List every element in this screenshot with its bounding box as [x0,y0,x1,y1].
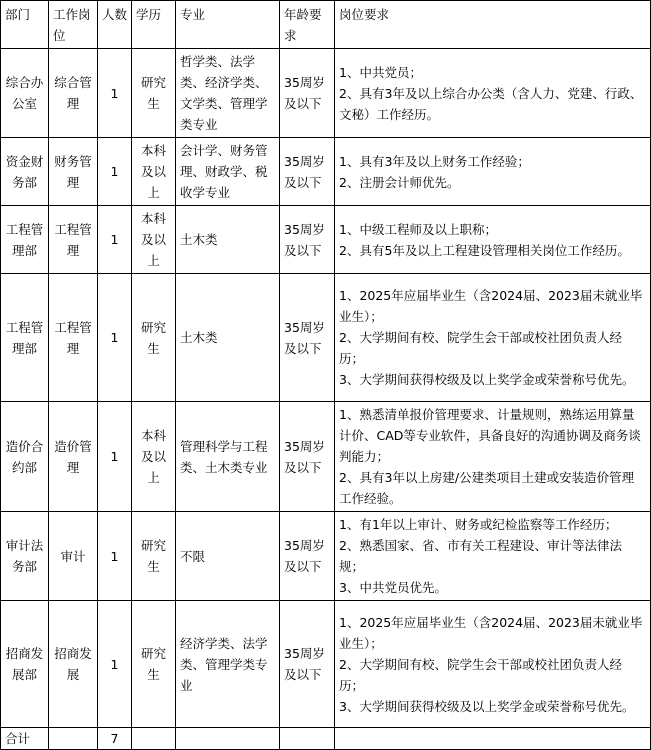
count-cell: 1 [98,512,132,601]
position-cell: 工程管理 [49,206,98,274]
position-cell: 财务管理 [49,138,98,206]
table-row [1,274,651,402]
table-row [1,49,651,138]
requirements-cell: 1、熟悉清单报价管理要求、计量规则，熟练运用算量计价、CAD等专业软件，具备良好的沟通协调及商务谈判能力； 2、具有3年以上房建/公建类项目土建或安装造价管理工作经验。 [335,402,651,512]
header-position: 工作岗位 [49,1,98,49]
count-cell: 1 [98,402,132,512]
header-age: 年龄要求 [280,1,335,49]
table-row [1,138,651,206]
header-requirements: 岗位要求 [335,1,651,49]
total-row [1,728,651,750]
major-cell: 管理科学与工程类、土木类专业 [176,402,280,512]
table-row [1,206,651,274]
header-row [1,1,651,49]
total-label: 合计 [1,728,49,750]
dept-cell: 招商发展部 [1,601,49,728]
count-cell: 1 [98,138,132,206]
age-cell: 35周岁及以下 [280,274,335,402]
requirements-cell: 1、中共党员； 2、具有3年及以上综合办公类（含人力、党建、行政、文秘）工作经历。 [335,49,651,138]
table-row [1,402,651,512]
dept-cell: 工程管理部 [1,274,49,402]
header-education: 学历 [132,1,176,49]
position-cell: 工程管理 [49,274,98,402]
major-cell: 土木类 [176,274,280,402]
total-empty-cell [176,728,280,750]
position-cell: 造价管理 [49,402,98,512]
count-cell: 1 [98,274,132,402]
major-cell: 哲学类、法学类、经济学类、文学类、管理学类专业 [176,49,280,138]
education-cell: 本科及以上 [132,138,176,206]
dept-cell: 审计法务部 [1,512,49,601]
total-empty-cell [49,728,98,750]
education-cell: 研究生 [132,512,176,601]
education-cell: 本科及以上 [132,402,176,512]
major-cell: 不限 [176,512,280,601]
education-cell: 研究生 [132,274,176,402]
requirements-cell: 1、中级工程师及以上职称； 2、具有5年及以上工程建设管理相关岗位工作经历。 [335,206,651,274]
requirements-cell: 1、2025年应届毕业生（含2024届、2023届未就业毕业生）； 2、大学期间有校、院学生会干部或校社团负责人经历； 3、大学期间获得校级及以上奖学金或荣誉称号优先。 [335,601,651,728]
age-cell: 35周岁及以下 [280,206,335,274]
education-cell: 研究生 [132,49,176,138]
requirements-cell: 1、有1年以上审计、财务或纪检监察等工作经历； 2、熟悉国家、省、市有关工程建设、审计等法律法规； 3、中共党员优先。 [335,512,651,601]
major-cell: 土木类 [176,206,280,274]
age-cell: 35周岁及以下 [280,512,335,601]
header-major: 专业 [176,1,280,49]
table-row [1,601,651,728]
header-count: 人数 [98,1,132,49]
position-cell: 综合管理 [49,49,98,138]
total-count: 7 [98,728,132,750]
table-row [1,512,651,601]
education-cell: 本科及以上 [132,206,176,274]
count-cell: 1 [98,206,132,274]
dept-cell: 工程管理部 [1,206,49,274]
age-cell: 35周岁及以下 [280,402,335,512]
total-empty-cell [280,728,335,750]
position-cell: 审计 [49,512,98,601]
requirements-cell: 1、具有3年及以上财务工作经验； 2、注册会计师优先。 [335,138,651,206]
total-empty-cell [335,728,651,750]
age-cell: 35周岁及以下 [280,601,335,728]
count-cell: 1 [98,49,132,138]
count-cell: 1 [98,601,132,728]
requirements-cell: 1、2025年应届毕业生（含2024届、2023届未就业毕业生）； 2、大学期间有校、院学生会干部或校社团负责人经历； 3、大学期间获得校级及以上奖学金或荣誉称号优先。 [335,274,651,402]
dept-cell: 造价合约部 [1,402,49,512]
major-cell: 会计学、财务管理、财政学、税收学专业 [176,138,280,206]
position-cell: 招商发展 [49,601,98,728]
major-cell: 经济学类、法学类、管理学类专业 [176,601,280,728]
total-empty-cell [132,728,176,750]
header-dept: 部门 [1,1,49,49]
dept-cell: 资金财务部 [1,138,49,206]
age-cell: 35周岁及以下 [280,138,335,206]
age-cell: 35周岁及以下 [280,49,335,138]
dept-cell: 综合办公室 [1,49,49,138]
education-cell: 研究生 [132,601,176,728]
